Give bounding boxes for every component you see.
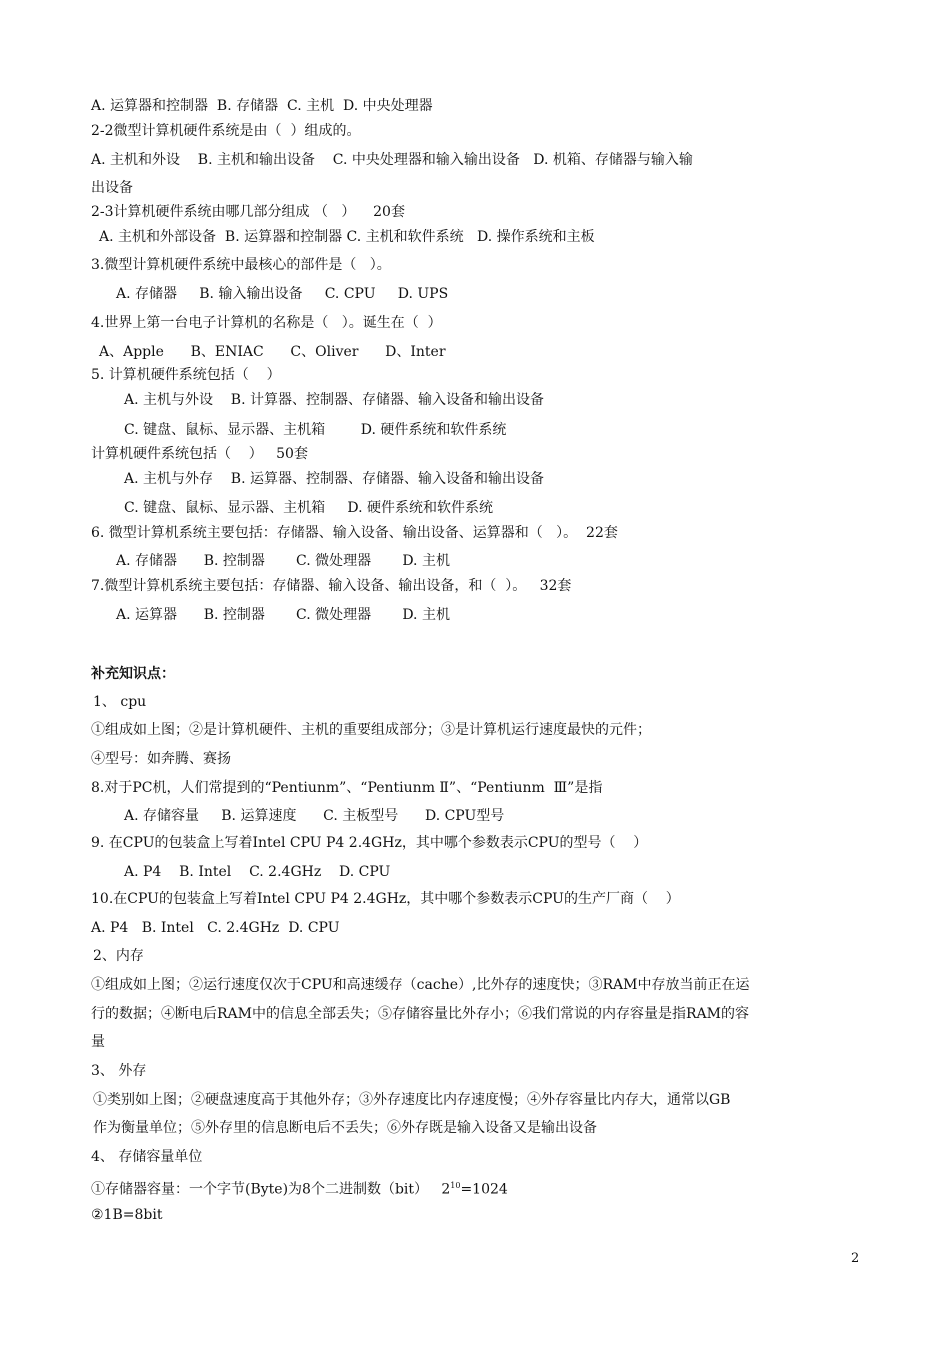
text-line: ①组成如上图；②运行速度仅次于CPU和高速缓存（cache）,比外存的速度快；③RAM中存放当前正在运 bbox=[91, 977, 750, 993]
question-3: 3.微型计算机硬件系统中最核心的部件是（ ）。 bbox=[91, 257, 391, 273]
subheading-memory: 2、内存 bbox=[93, 948, 144, 964]
question-6: 6. 微型计算机系统主要包括：存储器、输入设备、输出设备、运算器和（ ）。 22套 bbox=[91, 525, 618, 541]
question-10: 10.在CPU的包装盒上写着Intel CPU P4 2.4GHz，其中哪个参数表示CPU的生产厂商（ ） bbox=[91, 891, 680, 907]
text-line: ①类别如上图；②硬盘速度高于其他外存；③外存速度比内存速度慢；④外存容量比内存大，通常以GB bbox=[93, 1092, 731, 1108]
text-line: A. 运算器和控制器 B. 存储器 C. 主机 D. 中央处理器 bbox=[91, 98, 433, 114]
text-line: ④型号：如奔腾、赛扬 bbox=[91, 751, 231, 767]
question-7: 7.微型计算机系统主要包括：存储器、输入设备、输出设备，和（ ）。 32套 bbox=[91, 578, 572, 594]
options-line: C. 键盘、鼠标、显示器、主机箱 D. 硬件系统和软件系统 bbox=[124, 500, 493, 516]
text-line bbox=[91, 1176, 508, 1200]
options-line: A. P4 B. Intel C. 2.4GHz D. CPU bbox=[91, 920, 340, 936]
options-line: A. 存储器 B. 输入输出设备 C. CPU D. UPS bbox=[116, 286, 449, 302]
question-8: 8.对于PC机，人们常提到的“Pentiunm”、“Pentiunm Ⅱ”、“Pentiunm Ⅲ”是指 bbox=[91, 780, 603, 796]
options-line: A. 主机和外部设备 B. 运算器和控制器 C. 主机和软件系统 D. 操作系统和主板 bbox=[99, 229, 595, 245]
text-line: 行的数据；④断电后RAM中的信息全部丢失；⑤存储容量比外存小；⑥我们常说的内存容量是指RAM的容 bbox=[91, 1006, 749, 1022]
options-line: A. 主机与外存 B. 运算器、控制器、存储器、输入设备和输出设备 bbox=[124, 471, 544, 487]
subheading-cpu: 1、 cpu bbox=[93, 694, 147, 710]
options-line-cont: 出设备 bbox=[91, 180, 133, 196]
page-number: 2 bbox=[851, 1251, 860, 1266]
subheading-external-storage: 3、 外存 bbox=[91, 1063, 147, 1079]
question-2-2: 2-2微型计算机硬件系统是由（ ）组成的。 bbox=[91, 123, 361, 139]
options-line: A. 运算器 B. 控制器 C. 微处理器 D. 主机 bbox=[116, 607, 450, 623]
question-9: 9. 在CPU的包装盒上写着Intel CPU P4 2.4GHz，其中哪个参数表示CPU的型号（ ） bbox=[91, 835, 648, 851]
text-line: ①组成如上图；②是计算机硬件、主机的重要组成部分；③是计算机运行速度最快的元件； bbox=[91, 722, 651, 738]
section-heading: 补充知识点： bbox=[91, 666, 175, 682]
options-line: A. P4 B. Intel C. 2.4GHz D. CPU bbox=[124, 864, 391, 880]
question-4: 4.世界上第一台电子计算机的名称是（ ）。诞生在（ ） bbox=[91, 315, 442, 331]
options-line: A. 存储器 B. 控制器 C. 微处理器 D. 主机 bbox=[116, 553, 450, 569]
text-line: 量 bbox=[91, 1034, 105, 1050]
text-line: ②1B=8bit bbox=[91, 1207, 163, 1223]
question-line: 计算机硬件系统包括（ ） 50套 bbox=[91, 446, 308, 462]
options-line: C. 键盘、鼠标、显示器、主机箱 D. 硬件系统和软件系统 bbox=[124, 422, 507, 438]
options-line: A、Apple B、ENIAC C、Oliver D、Inter bbox=[99, 344, 446, 360]
question-2-3: 2-3计算机硬件系统由哪几部分组成 （ ） 20套 bbox=[91, 204, 405, 220]
options-line: A. 存储容量 B. 运算速度 C. 主板型号 D. CPU型号 bbox=[124, 808, 505, 824]
options-line: A. 主机和外设 B. 主机和输出设备 C. 中央处理器和输入输出设备 D. 机箱、存储器与输入输 bbox=[91, 152, 693, 168]
subheading-storage-units: 4、 存储容量单位 bbox=[91, 1149, 203, 1165]
options-line: A. 主机与外设 B. 计算器、控制器、存储器、输入设备和输出设备 bbox=[124, 392, 544, 408]
question-5: 5. 计算机硬件系统包括（ ） bbox=[91, 367, 281, 383]
text-segment: ①存储器容量：一个字节(Byte)为8个二进制数（bit） 2 bbox=[91, 1181, 451, 1198]
superscript: 10 bbox=[450, 1181, 461, 1190]
text-line: 作为衡量单位；⑤外存里的信息断电后不丢失；⑥外存既是输入设备又是输出设备 bbox=[93, 1120, 597, 1136]
text-segment: =1024 bbox=[460, 1181, 508, 1198]
